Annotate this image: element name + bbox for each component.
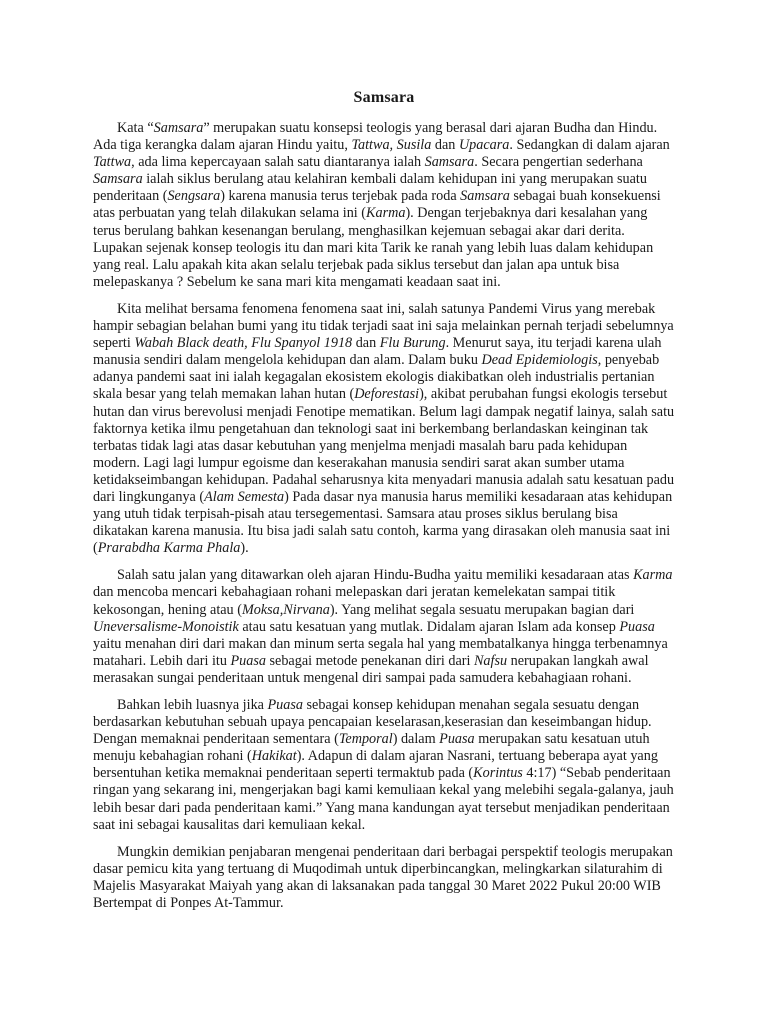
italic-term: Flu Burung — [379, 335, 446, 352]
text-run: merupakan satu kesatuan utuh menuju kebahagian rohani ( — [93, 731, 650, 765]
text-run: ialah siklus berulang atau kelahiran kembali dalam kehidupan ini yang merupakan suatu penderitaan ( — [93, 171, 647, 205]
italic-term: Samsara — [424, 154, 475, 171]
text-run: dan — [431, 137, 459, 154]
text-run: 4:17) “Sebab penderitaan ringan yang sekarang ini, mengerjakan bagi kami kemuliaan kekal yang melebihi segala-galanya, jauh lebih besar dari pada penderitaan kami.” Yang mana kandungan ayat tersebut menjadikan penderitaan saat ini sebagai kausalitas dari kemuliaan kekal. — [93, 765, 674, 833]
italic-term: Puasa — [267, 697, 303, 713]
italic-term: Uneversalisme-Monoistik — [93, 618, 239, 635]
text-run: Salah satu jalan yang ditawarkan oleh ajaran Hindu-Budha yaitu memiliki kesadaraan atas — [117, 567, 634, 584]
text-run: sebagai metode penekanan diri dari — [265, 652, 474, 669]
italic-term: Samsara — [93, 171, 143, 188]
italic-term: Upacara — [458, 137, 510, 154]
italic-term: Moksa,Nirvana — [241, 601, 330, 618]
paragraph-2 — [93, 301, 675, 557]
text-run: ). — [240, 540, 249, 557]
text-run: ) Pada dasar nya manusia harus memiliki kesadaraan atas kehidupan yang utuh tidak terpisah-pisah atau tersegementasi. Samsara atau proses siklus berulang bisa dikatakan karena manusia. Itu bisa jadi salah satu contoh, karma yang dirasakan oleh manusia saat ini ( — [93, 488, 673, 557]
italic-term: Karma — [366, 205, 406, 222]
italic-term: Tattwa — [93, 154, 132, 171]
text-run: atau satu kesatuan yang mutlak. Didalam ajaran Islam ada konsep — [238, 618, 620, 635]
text-run: ) karena manusia terus terjebak pada roda — [220, 188, 461, 205]
italic-term: Tattwa, Susila — [351, 137, 432, 154]
text-run: Bahkan lebih luasnya jika — [117, 697, 268, 713]
text-run: Kata “ — [117, 120, 154, 136]
paragraph-4 — [93, 697, 675, 834]
italic-term: Puasa — [230, 652, 266, 669]
article-body — [93, 120, 675, 922]
text-run: . Sedangkan di dalam ajaran — [509, 137, 670, 154]
italic-term: Prarabdha Karma Phala — [97, 540, 241, 557]
italic-term: Sengsara — [167, 188, 221, 205]
text-run: dan mencoba mencari kebahagiaan rohani melepaskan dari jeratan kemelekatan sampai titik kekosongan, hening atau ( — [93, 584, 616, 618]
paragraph-3 — [93, 567, 675, 687]
italic-term: Karma — [633, 567, 673, 584]
text-run: sebagai konsep kehidupan menahan segala sesuatu dengan berdasarkan kebutuhan sebuah upaya pencapaian keselarasan,keserasian dan keseimbangan hidup. Dengan memaknai penderitaan sementara ( — [93, 697, 652, 748]
text-run: ). Yang melihat segala sesuatu merupakan bagian dari — [329, 601, 635, 618]
text-run: ) dalam — [392, 731, 440, 748]
italic-term: Samsara — [460, 188, 510, 205]
text-run: , penyebab adanya pandemi saat ini ialah kegagalan ekosistem ekologis diakibatkan oleh industrialis pertanian skala besar yang telah memakan lahan hutan ( — [93, 352, 660, 403]
italic-term: Dead Epidemiologis — [481, 352, 598, 369]
text-run: . Secara pengertian sederhana — [474, 154, 643, 171]
italic-term: Alam Semesta — [204, 488, 285, 505]
text-run: , ada lima kepercayaan salah satu diantaranya ialah — [131, 154, 425, 171]
italic-term: Temporal — [338, 731, 393, 748]
text-run: dan — [352, 335, 380, 352]
text-run: ). Dengan terjebaknya dari kesalahan yang terus berulang bahkan kesenangan berulang, menghasilkan kejemuan sebagai akar dari derita. Lupakan sejenak konsep teologis itu dan mari kita Tarik ke ranah yang lebih luas dalam kehidupan yang real. Lalu apakah kita akan selalu terjebak pada siklus tersebut dan jalan apa untuk bisa melepaskanya ? Sebelum ke sana mari kita mengamati keadaan saat ini. — [93, 205, 654, 290]
text-run: sebagai buah konsekuensi atas perbuatan yang telah dilakukan selama ini ( — [93, 188, 661, 222]
italic-term: Deforestasi — [354, 386, 420, 403]
page-title: Samsara — [353, 89, 415, 106]
italic-term: Nafsu — [473, 652, 508, 669]
italic-term: Korintus — [473, 765, 523, 782]
italic-term: Hakikat — [251, 748, 297, 765]
text-run: nerupakan langkah awal merasakan sungai penderitaan untuk mengenal diri sampai pada samudera kebahagiaan rohani. — [93, 652, 649, 686]
italic-term: Wabah Black death, Flu Spanyol 1918 — [134, 335, 353, 352]
italic-term: Puasa — [619, 618, 655, 635]
text-run: Kita melihat bersama fenomena fenomena saat ini, salah satunya Pandemi Virus yang merebak hampir sebagian belahan bumi yang itu tidak terjadi saat ini saja melainkan pernah terjadi sebelumnya seperti — [93, 300, 674, 352]
paragraph-1 — [93, 120, 675, 291]
italic-term: Samsara — [153, 120, 204, 136]
text-run: ), akibat perubahan fungsi ekologis tersebut hutan dan virus berevolusi menjadi Fenotipe mematikan. Belum lagi dampak negatif lainya, salah satu faktornya ketika ilmu pengetahuan dan teknologi saat ini berkembang berlandaskan keinginan tak terbatas tidak lagi atas dasar kebutuhan yang menjelma menjadi masalah baru pada kehidupan modern. Lagi lagi lumpur egoisme dan keserakahan manusia sendiri sarat akan sumber utama ketidakseimbangan kehidupan. Padahal seharusnya kita menyadari manusia adalah satu kesatuan padu dari lingkunganya ( — [93, 386, 675, 505]
text-run: ” merupakan suatu konsepsi teologis yang berasal dari ajaran Budha dan Hindu. Ada tiga kerangka dalam ajaran Hindu yaitu, — [93, 120, 658, 154]
text-run: . Menurut saya, itu terjadi karena ulah manusia sendiri dalam mengelola kehidupan dan alam. Dalam buku — [93, 335, 662, 369]
text-run: yaitu menahan diri dari makan dan minum serta segala hal yang membatalkanya hingga terbenamnya matahari. Lebih dari itu — [93, 635, 668, 669]
paragraph-5 — [93, 844, 675, 912]
text-run: Mungkin demikian penjabaran mengenai penderitaan dari berbagai perspektif teologis merupakan dasar pemicu kita yang tertuang di Muqodimah untuk diperbincangkan, melingkarkan silaturahim di Majelis Masyarakat Maiyah yang akan di laksanakan pada tanggal 30 Maret 2022 Pukul 20:00 WIB Bertempat di Ponpes At-Tammur. — [93, 843, 673, 912]
text-run: ). Adapun di dalam ajaran Nasrani, tertuang beberapa ayat yang bersentuhan ketika memaknai penderitaan seperti termaktub pada ( — [93, 748, 658, 782]
italic-term: Puasa — [439, 731, 475, 748]
